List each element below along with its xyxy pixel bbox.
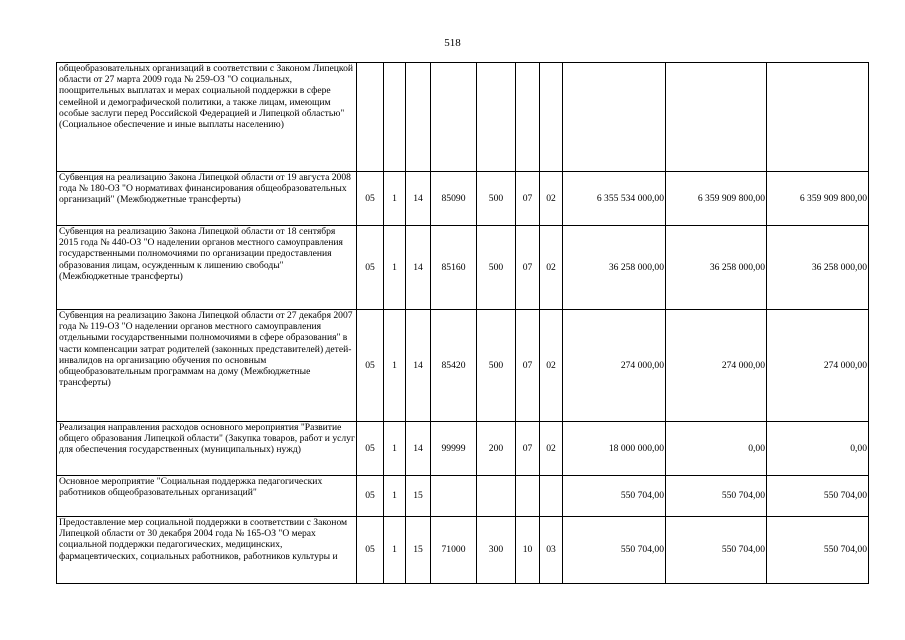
table-row xyxy=(57,517,869,584)
direction-code: 85090 xyxy=(431,172,477,226)
table-row xyxy=(57,226,869,310)
direction-code xyxy=(431,476,477,517)
subprogram-code: 1 xyxy=(384,517,406,584)
section-code: 07 xyxy=(516,172,540,226)
subsection-code xyxy=(540,63,563,172)
direction-code: 85420 xyxy=(431,310,477,422)
amount-year-3: 550 704,00 xyxy=(767,476,869,517)
amount-year-3: 550 704,00 xyxy=(767,517,869,584)
amount-year-3: 6 359 909 800,00 xyxy=(767,172,869,226)
row-description: Субвенция на реализацию Закона Липецкой области от 19 августа 2008 года № 180-ОЗ "О нормативах финансирования общеобразовательных организаций" (Межбюджетные трансферты) xyxy=(57,172,357,226)
table-row xyxy=(57,63,869,172)
row-description: Реализация направления расходов основного мероприятия "Развитие общего образования Липецкой области" (Закупка товаров, работ и услуг для обеспечения государственных (муниципальных) нужд) xyxy=(57,422,357,476)
subprogram-code xyxy=(384,63,406,172)
amount-year-2: 274 000,00 xyxy=(666,310,767,422)
subsection-code: 03 xyxy=(540,517,563,584)
budget-table-body xyxy=(57,63,869,584)
direction-code: 71000 xyxy=(431,517,477,584)
amount-year-2: 0,00 xyxy=(666,422,767,476)
subprogram-code: 1 xyxy=(384,172,406,226)
amount-year-2: 550 704,00 xyxy=(666,517,767,584)
amount-year-2: 6 359 909 800,00 xyxy=(666,172,767,226)
amount-year-3: 274 000,00 xyxy=(767,310,869,422)
program-code: 05 xyxy=(357,172,384,226)
main-activity-code xyxy=(406,63,431,172)
amount-year-1: 550 704,00 xyxy=(563,476,666,517)
section-code: 07 xyxy=(516,310,540,422)
section-code: 10 xyxy=(516,517,540,584)
amount-year-3: 36 258 000,00 xyxy=(767,226,869,310)
main-activity-code: 15 xyxy=(406,517,431,584)
expense-type-code: 500 xyxy=(477,226,516,310)
subsection-code xyxy=(540,476,563,517)
expense-type-code: 300 xyxy=(477,517,516,584)
section-code xyxy=(516,63,540,172)
expense-type-code: 500 xyxy=(477,310,516,422)
amount-year-3 xyxy=(767,63,869,172)
row-description: Субвенция на реализацию Закона Липецкой области от 18 сентября 2015 года № 440-ОЗ "О наделении органов местного самоуправления государственными полномочиями по организации предоставления образования лицам, осужденным к лишению свободы" (Межбюджетные трансферты) xyxy=(57,226,357,310)
expense-type-code: 200 xyxy=(477,422,516,476)
main-activity-code: 14 xyxy=(406,310,431,422)
budget-table xyxy=(56,62,869,584)
subprogram-code: 1 xyxy=(384,226,406,310)
subprogram-code: 1 xyxy=(384,310,406,422)
amount-year-1: 36 258 000,00 xyxy=(563,226,666,310)
subsection-code: 02 xyxy=(540,422,563,476)
amount-year-1: 6 355 534 000,00 xyxy=(563,172,666,226)
row-description: общеобразовательных организаций в соответствии с Законом Липецкой области от 27 марта 2009 года № 259-ОЗ "О социальных, поощрительных выплатах и мерах социальной поддержки в сфере семейной и демографической политики, а также лицам, имеющим особые заслуги перед Российской Федерацией и Липецкой областью" (Социальное обеспечение и иные выплаты населению) xyxy=(57,63,357,172)
subprogram-code: 1 xyxy=(384,422,406,476)
row-description: Основное мероприятие "Социальная поддержка педагогических работников общеобразовательных организаций" xyxy=(57,476,357,517)
table-row xyxy=(57,172,869,226)
expense-type-code xyxy=(477,476,516,517)
program-code: 05 xyxy=(357,422,384,476)
subsection-code: 02 xyxy=(540,226,563,310)
amount-year-1: 274 000,00 xyxy=(563,310,666,422)
program-code: 05 xyxy=(357,310,384,422)
amount-year-2 xyxy=(666,63,767,172)
amount-year-1 xyxy=(563,63,666,172)
program-code: 05 xyxy=(357,226,384,310)
subsection-code: 02 xyxy=(540,172,563,226)
program-code: 05 xyxy=(357,517,384,584)
amount-year-2: 550 704,00 xyxy=(666,476,767,517)
amount-year-3: 0,00 xyxy=(767,422,869,476)
table-row xyxy=(57,476,869,517)
row-description: Предоставление мер социальной поддержки в соответствии с Законом Липецкой области от 30 декабря 2004 года № 165-ОЗ "О мерах социальной поддержки педагогических, медицинских, фармацевтических, социальных работников, работников культуры и xyxy=(57,517,357,584)
program-code: 05 xyxy=(357,476,384,517)
amount-year-1: 550 704,00 xyxy=(563,517,666,584)
table-row xyxy=(57,310,869,422)
main-activity-code: 14 xyxy=(406,422,431,476)
direction-code: 85160 xyxy=(431,226,477,310)
row-description: Субвенция на реализацию Закона Липецкой области от 27 декабря 2007 года № 119-ОЗ "О наделении органов местного самоуправления отдельными государственными полномочиями в сфере образования" в части компенсации затрат родителей (законных представителей) детей-инвалидов на организацию обучения по основным общеобразовательным программам на дому (Межбюджетные трансферты) xyxy=(57,310,357,422)
main-activity-code: 14 xyxy=(406,226,431,310)
direction-code: 99999 xyxy=(431,422,477,476)
section-code xyxy=(516,476,540,517)
subsection-code: 02 xyxy=(540,310,563,422)
main-activity-code: 14 xyxy=(406,172,431,226)
expense-type-code: 500 xyxy=(477,172,516,226)
program-code xyxy=(357,63,384,172)
direction-code xyxy=(431,63,477,172)
table-row xyxy=(57,422,869,476)
amount-year-2: 36 258 000,00 xyxy=(666,226,767,310)
amount-year-1: 18 000 000,00 xyxy=(563,422,666,476)
expense-type-code xyxy=(477,63,516,172)
main-activity-code: 15 xyxy=(406,476,431,517)
section-code: 07 xyxy=(516,226,540,310)
subprogram-code: 1 xyxy=(384,476,406,517)
section-code: 07 xyxy=(516,422,540,476)
page-number: 518 xyxy=(444,37,461,49)
